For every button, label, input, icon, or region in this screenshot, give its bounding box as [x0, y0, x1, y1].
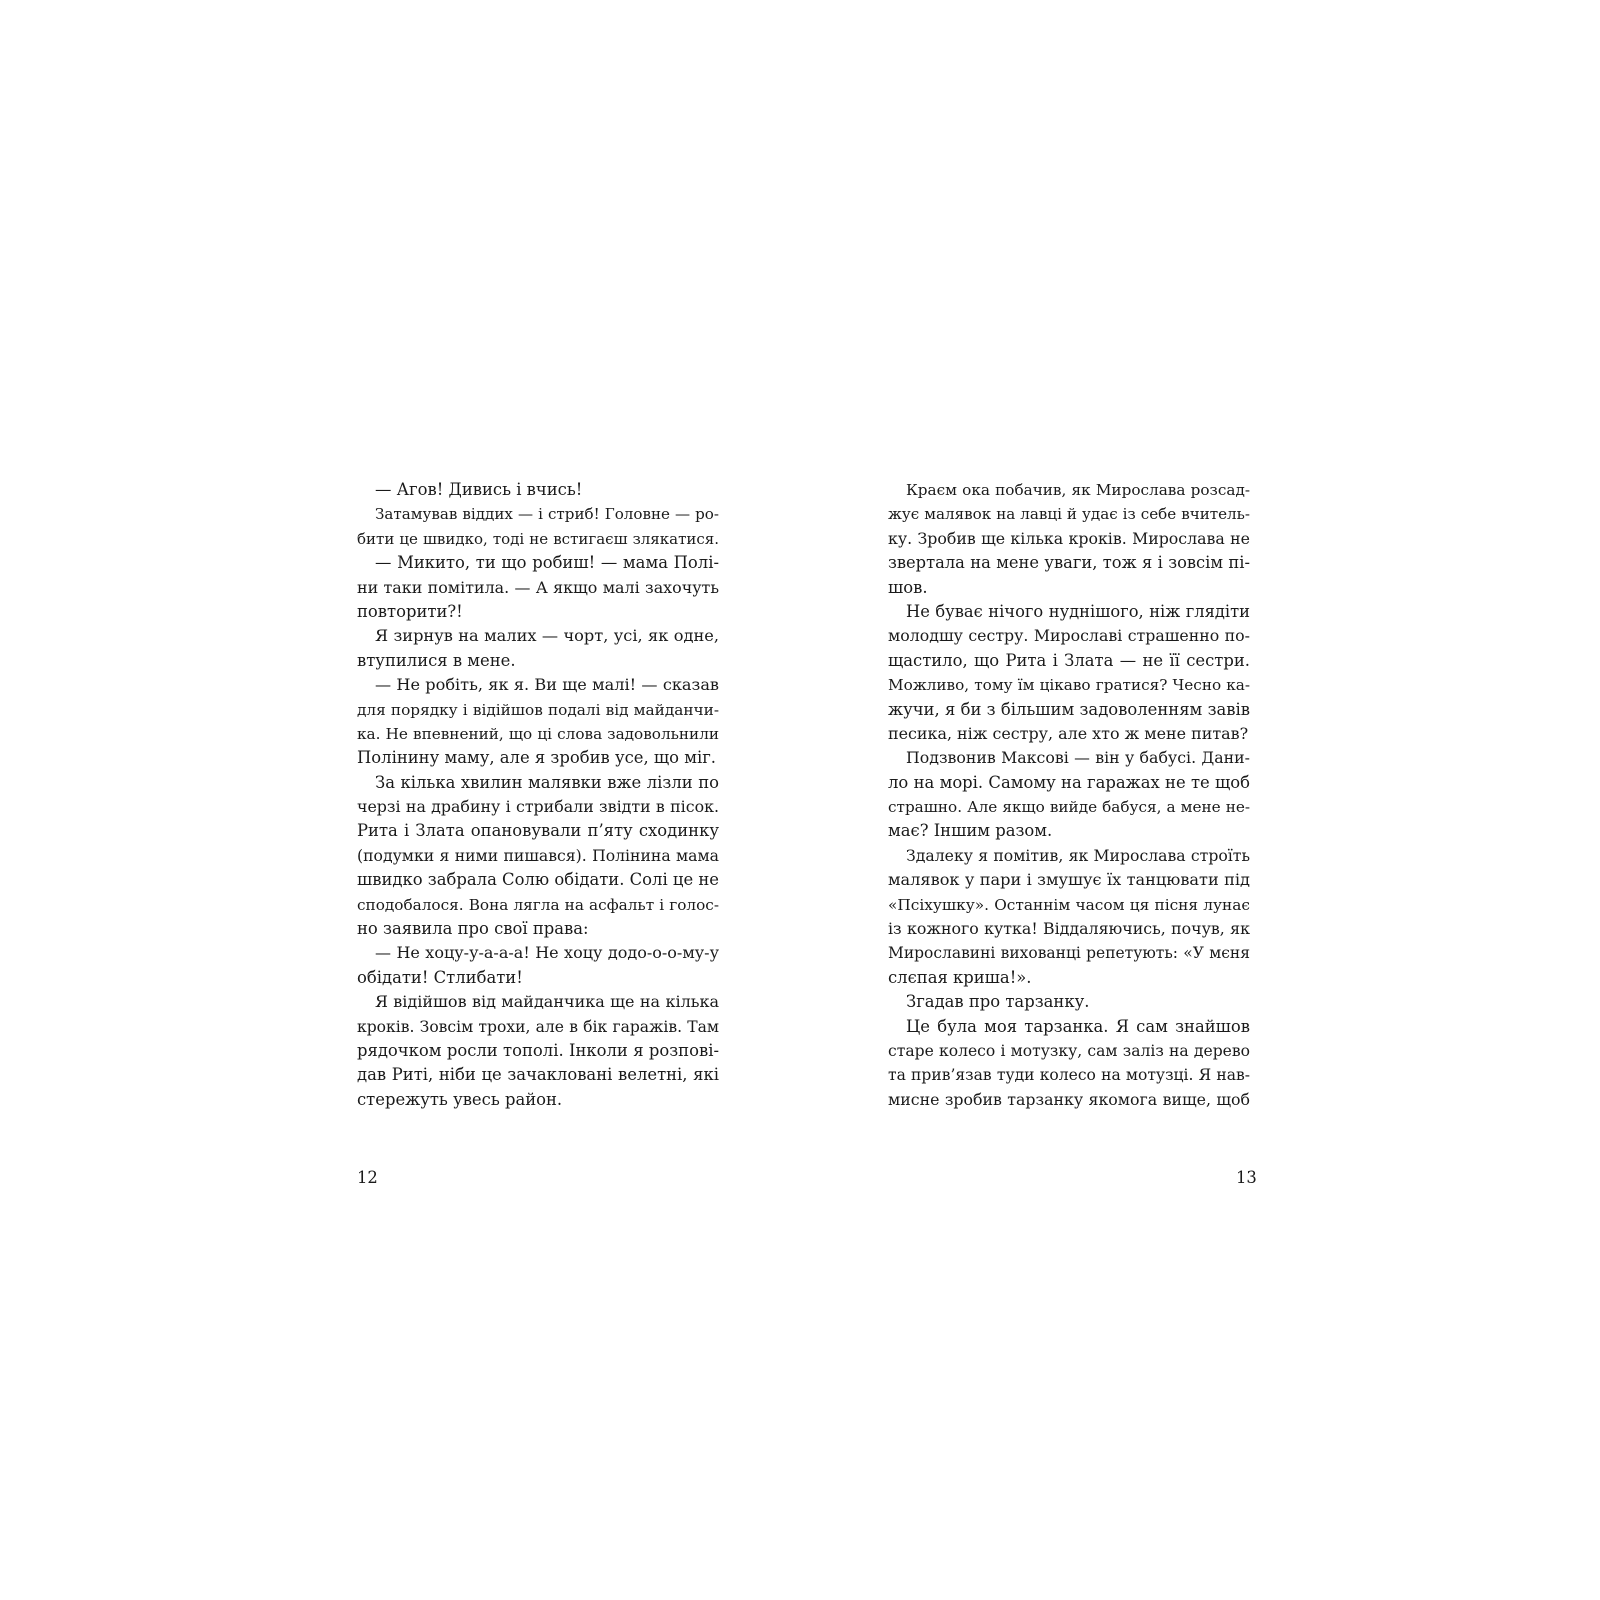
text-line: Згадав про тарзанку.	[906, 992, 1090, 1012]
text-line: — Агов! Дивись і вчись!	[375, 480, 583, 499]
text-line: Це була моя тарзанка. Я сам знайшов	[906, 1016, 1250, 1036]
text-line: мисне зробив тарзанку якомога вище, щоб	[888, 1089, 1250, 1109]
text-line: — Не робіть, як я. Ви ще малі! — сказав	[375, 675, 719, 695]
text-line: Мирославині вихованці репетують: «У мєня	[888, 944, 1250, 963]
text-line: стережуть увесь район.	[357, 1089, 563, 1109]
text-line: — Микито, ти що робиш! — мама Полі-	[375, 553, 719, 573]
text-line: щастило, що Рита і Злата — не її сестри.	[888, 650, 1250, 670]
text-line: ку. Зробив ще кілька кроків. Мирослава не	[888, 528, 1250, 548]
text-line: Я зирнув на малих — чорт, усі, як одне,	[375, 626, 719, 646]
text-line: обідати! Стлибати!	[357, 967, 523, 987]
page-number-left: 12	[357, 1168, 378, 1187]
text-line: Подзвонив Максові — він у бабусі. Дани-	[906, 748, 1250, 768]
page-left	[357, 478, 719, 1112]
text-line: черзі на драбину і стрибали звідти в пісок.	[357, 797, 719, 817]
text-line: Затамував віддих — і стриб! Головне — ро-	[375, 505, 719, 524]
page-right	[888, 478, 1250, 1112]
text-line: сподобалося. Вона лягла на асфальт і голос-	[357, 895, 719, 914]
text-line: Я відійшов від майданчика ще на кілька	[375, 992, 719, 1012]
text-line: молодшу сестру. Мирославі страшенно по-	[888, 626, 1250, 646]
text-line: Полінину маму, але я зробив усе, що міг.	[357, 748, 717, 768]
page-right-text	[888, 478, 1250, 1112]
text-line: «Псіхушку». Останнім часом ця пісня лунає	[888, 895, 1250, 914]
text-line: Не буває нічого нуднішого, ніж глядіти	[906, 601, 1250, 621]
text-line: швидко забрала Солю обідати. Солі це не	[357, 870, 719, 890]
text-line: має? Іншим разом.	[888, 821, 1053, 841]
text-line: За кілька хвилин малявки вже лізли по	[375, 772, 719, 792]
text-line: шов.	[888, 577, 928, 597]
text-line: ни таки помітила. — А якщо малі захочуть	[357, 577, 719, 597]
text-line: малявок у пари і змушує їх танцювати під	[888, 870, 1250, 890]
text-line: жує малявок на лавці й удає із себе вчитель-	[888, 505, 1250, 524]
text-line: ло на морі. Самому на гаражах не те щоб	[888, 772, 1250, 792]
text-line: повторити?!	[357, 601, 463, 621]
text-line: із кожного кутка! Віддаляючись, почув, як	[888, 919, 1250, 939]
text-line: втупилися в мене.	[357, 650, 516, 670]
text-line: Здалеку я помітив, як Мирослава строїть	[906, 845, 1250, 865]
text-line: Можливо, тому їм цікаво гратися? Чесно ка-	[888, 676, 1250, 695]
text-line: для порядку і відійшов подалі від майданчи-	[357, 700, 719, 719]
text-line: страшно. Але якщо вийде бабуся, а мене не-	[888, 798, 1250, 817]
text-line: (подумки я ними пишався). Полінина мама	[357, 845, 719, 865]
page-left-text	[357, 478, 719, 1112]
text-line: Краєм ока побачив, як Мирослава розсад-	[906, 481, 1250, 499]
text-line: бити це швидко, тоді не встигаєш злякатися.	[357, 529, 719, 548]
text-line: звертала на мене уваги, тож я і зовсім пі-	[888, 553, 1250, 573]
text-line: та прив’язав туди колесо на мотузці. Я нав-	[888, 1066, 1250, 1085]
text-line: жучи, я би з більшим задоволенням завів	[888, 699, 1250, 719]
text-line: ка. Не впевнений, що ці слова задовольнили	[357, 724, 719, 743]
text-line: дав Риті, ніби це зачакловані велетні, які	[357, 1065, 719, 1085]
text-line: но заявила про свої права:	[357, 919, 589, 939]
text-line: Рита і Злата опановували п’яту сходинку	[357, 821, 719, 841]
text-line: слєпая криша!».	[888, 967, 1032, 987]
page-number-right: 13	[1236, 1168, 1257, 1187]
text-line: песика, ніж сестру, але хто ж мене питав?	[888, 723, 1249, 743]
text-line: старе колесо і мотузку, сам заліз на дерево	[888, 1041, 1250, 1060]
text-line: кроків. Зовсім трохи, але в бік гаражів. Там	[357, 1017, 719, 1036]
text-line: — Не хоцу-у-а-а-а! Не хоцу додо-о-о-му-у	[375, 943, 719, 963]
text-line: рядочком росли тополі. Інколи я розпові-	[357, 1040, 719, 1060]
